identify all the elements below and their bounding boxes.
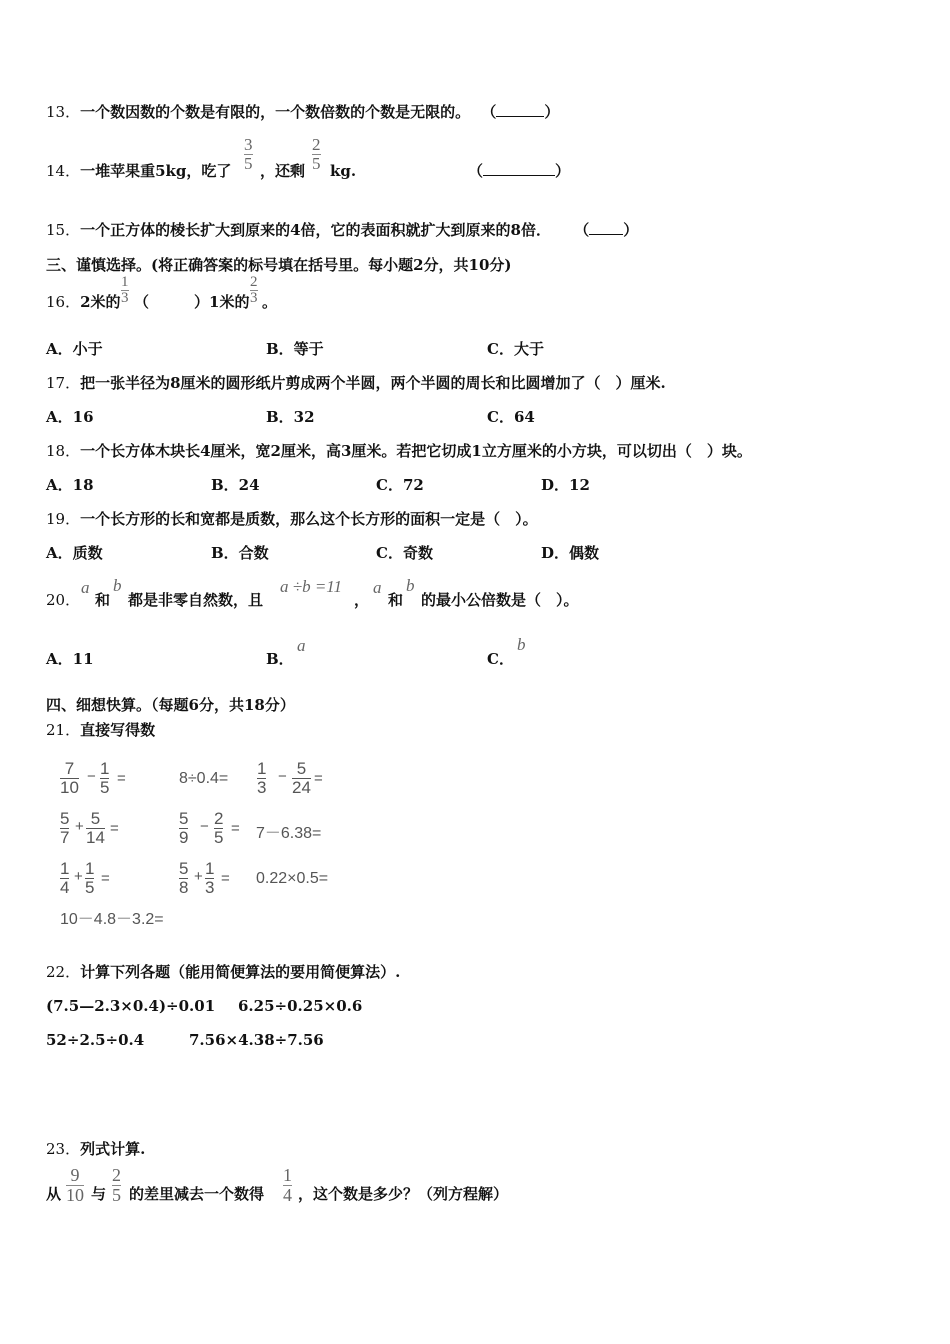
calc-eq: = — [110, 820, 119, 837]
fraction-one-third: $\frac{1}{3}$ — [121, 274, 129, 306]
q20-text-1: 都是非零自然数，且 — [128, 591, 264, 609]
q18-option-d[interactable]: D．12 — [541, 476, 590, 494]
calc-op: − — [278, 768, 287, 785]
question-14 — [46, 161, 231, 181]
q20-expression: a ÷b =11 — [280, 577, 343, 596]
question-14-answer: （ ） — [468, 162, 571, 180]
calc-r2c1-frac-b: 5 14 — [86, 809, 105, 847]
q19-option-b[interactable]: B．合数 — [211, 544, 269, 562]
question-21: 21．直接写得数 — [46, 721, 156, 739]
question-14-unit: kg. — [330, 162, 357, 180]
calc-r4c1: 10－4.8－3.2= — [60, 911, 164, 928]
fraction-two-thirds: $\frac{2}{3}$ — [250, 274, 258, 306]
question-number: 13． — [46, 103, 81, 121]
fraction-three-fifths: $\frac{3}{5}$ — [244, 135, 253, 173]
calc-op: − — [200, 818, 209, 835]
q22-expr-3: 52÷2.5÷0.4 — [46, 1031, 145, 1049]
question-text: 一个正方体的棱长扩大到原来的4倍，它的表面积就扩大到原来的8倍． — [80, 221, 551, 239]
calc-r1c3-frac-a: 1 3 — [257, 759, 267, 797]
calc-r2c2-frac-a: 5 9 — [179, 809, 189, 847]
question-20: 20． — [46, 591, 81, 609]
var-a: a — [81, 578, 90, 597]
q17-option-a[interactable]: A．16 — [46, 408, 94, 426]
question-number: 15． — [46, 221, 81, 239]
q23-text-2: 与 — [91, 1185, 107, 1203]
section-4-title: 四、细想快算。（每题6分，共18分） — [46, 696, 295, 714]
q20-option-a[interactable]: A．11 — [46, 650, 94, 668]
q22-expr-2: 6.25÷0.25×0.6 — [238, 997, 363, 1015]
question-number: 14． — [46, 162, 81, 180]
fraction-two-fifths: $\frac{2}{5}$ — [312, 135, 321, 173]
calc-r3c1-frac-b: 1 5 — [85, 859, 95, 897]
fraction-nine-tenths: $\frac{9}{10}$ — [66, 1165, 84, 1205]
q20-option-c-var: b — [517, 635, 526, 654]
q20-comma: ， — [354, 591, 370, 609]
q20-option-c[interactable]: C． — [487, 650, 514, 668]
question-22: 22．计算下列各题（能用简便算法的要用简便算法）. — [46, 963, 401, 981]
calc-r3c2-frac-a: 5 8 — [179, 859, 189, 897]
q23-text-3: 的差里减去一个数得 — [129, 1185, 265, 1203]
answer-paren-right: ） — [544, 103, 560, 121]
var-a-2: a — [373, 578, 382, 597]
q22-expr-1: (7.5—2.3×0.4)÷0.01 — [46, 997, 216, 1015]
q17-option-b[interactable]: B．32 — [266, 408, 315, 426]
var-b-2: b — [406, 576, 415, 595]
answer-blank[interactable] — [589, 222, 623, 235]
section-3-title: 三、谨慎选择。(将正确答案的标号填在括号里。每小题2分，共10分) — [46, 256, 512, 274]
question-17: 17．把一张半径为8厘米的圆形纸片剪成两个半圆，两个半圆的周长和比圆增加了（ ）厘米. — [46, 374, 666, 392]
question-16-mid: （ ）1米的 — [134, 293, 250, 311]
q19-option-c[interactable]: C．奇数 — [376, 544, 433, 562]
q16-option-b[interactable]: B．等于 — [266, 340, 324, 358]
calc-r2c3: 7－6.38= — [256, 825, 322, 842]
q23-text-4: ，这个数是多少？（列方程解） — [298, 1185, 509, 1203]
q20-option-b-var: a — [297, 636, 306, 655]
q17-option-c[interactable]: C．64 — [487, 408, 535, 426]
q18-option-c[interactable]: C．72 — [376, 476, 424, 494]
fraction-two-fifths-23: $\frac{2}{5}$ — [112, 1165, 121, 1205]
calc-r1c2: 8÷0.4= — [179, 770, 229, 787]
answer-blank[interactable] — [483, 163, 555, 176]
fraction-one-quarter: $\frac{1}{4}$ — [283, 1165, 292, 1205]
question-text: 一堆苹果重5kg，吃了 — [80, 162, 232, 180]
q22-expr-4: 7.56×4.38÷7.56 — [189, 1031, 324, 1049]
question-text: 一个数因数的个数是有限的，一个数倍数的个数是无限的。 — [80, 103, 471, 121]
calc-r1c1-frac-a: 7 10 — [60, 759, 79, 797]
question-16-end: 。 — [262, 293, 278, 311]
calc-eq: = — [101, 870, 110, 887]
calc-r1c3-frac-b: 5 24 — [292, 759, 311, 797]
q19-option-a[interactable]: A．质数 — [46, 544, 103, 562]
question-19: 19．一个长方形的长和宽都是质数，那么这个长方形的面积一定是（ ）。 — [46, 510, 538, 528]
calc-r3c2-frac-b: 1 3 — [205, 859, 215, 897]
calc-r2c2-frac-b: 2 5 — [214, 809, 224, 847]
question-16: 16．2米的 — [46, 293, 121, 311]
calc-op: + — [75, 818, 84, 835]
calc-op: + — [194, 868, 203, 885]
calc-eq: = — [314, 770, 323, 787]
q16-option-c[interactable]: C．大于 — [487, 340, 544, 358]
answer-blank[interactable] — [496, 104, 544, 117]
question-13 — [46, 102, 559, 122]
q19-option-d[interactable]: D．偶数 — [541, 544, 600, 562]
calc-eq: = — [117, 770, 126, 787]
q20-option-b[interactable]: B． — [266, 650, 294, 668]
answer-paren-left: （ — [481, 103, 497, 121]
calc-eq: = — [231, 820, 240, 837]
calc-r3c3: 0.22×0.5= — [256, 870, 329, 887]
calc-r3c1-frac-a: 1 4 — [60, 859, 70, 897]
calc-r1c1-frac-b: 1 5 — [100, 759, 110, 797]
q20-he-1: 和 — [95, 591, 111, 609]
calc-eq: = — [221, 870, 230, 887]
q18-option-a[interactable]: A．18 — [46, 476, 94, 494]
var-b: b — [113, 576, 122, 595]
calc-op: + — [74, 868, 83, 885]
q23-text-1: 从 — [46, 1185, 62, 1203]
question-18: 18．一个长方体木块长4厘米，宽2厘米，高3厘米。若把它切成1立方厘米的小方块，可以切出（ ）块。 — [46, 442, 752, 460]
question-14-mid: ，还剩 — [260, 162, 306, 180]
question-15: 15．一个正方体的棱长扩大到原来的4倍，它的表面积就扩大到原来的8倍． （ ） — [46, 221, 639, 239]
q20-he-2: 和 — [388, 591, 404, 609]
q18-option-b[interactable]: B．24 — [211, 476, 260, 494]
q20-text-2: 的最小公倍数是（ ）。 — [421, 591, 579, 609]
calc-op: − — [87, 768, 96, 785]
question-23: 23．列式计算. — [46, 1140, 146, 1158]
calc-r2c1-frac-a: 5 7 — [60, 809, 70, 847]
q16-option-a[interactable]: A．小于 — [46, 340, 103, 358]
